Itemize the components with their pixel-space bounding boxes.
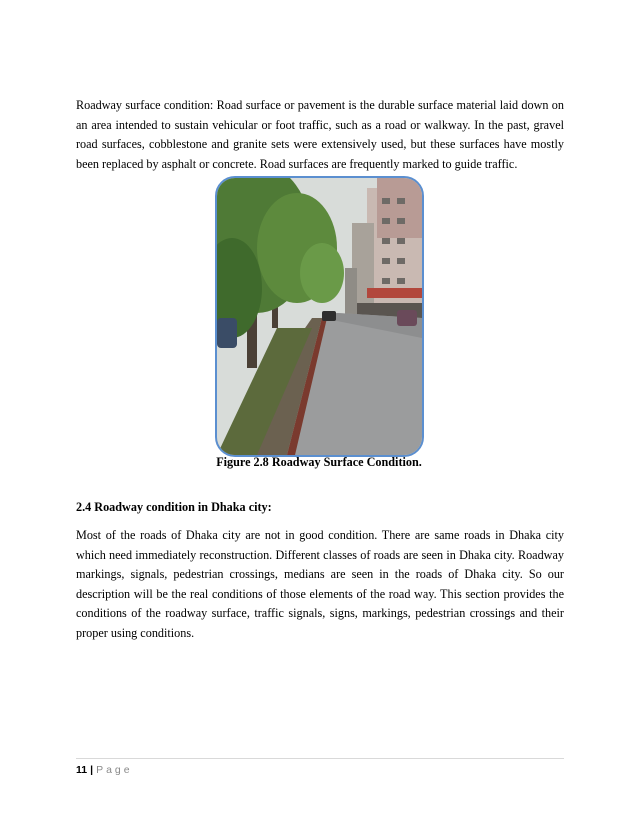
footer-divider bbox=[76, 758, 564, 759]
figure-caption: Figure 2.8 Roadway Surface Condition. bbox=[216, 455, 422, 469]
footer-separator: | bbox=[90, 764, 94, 776]
road-photo bbox=[215, 176, 424, 457]
page-number: 11 bbox=[76, 764, 88, 776]
section-paragraph: Most of the roads of Dhaka city are not in good condition. There are same roads in Dhaka city which need immediately reconstruction. Different classes of roads are seen in Dhaka city. Roadway markings, signals, pedestrian crossings, medians are seen in the roads of Dhaka city. So our description will be the real conditions of those elements of the road way. This section provides the conditions of the roadway surface, traffic signals, signs, markings, pedestrian crossings and their proper using conditions. bbox=[76, 528, 564, 640]
page-footer bbox=[76, 764, 133, 776]
page-label: Page bbox=[96, 764, 133, 776]
intro-paragraph: Roadway surface condition: Road surface or pavement is the durable surface material laid down on an area intended to sustain vehicular or foot traffic, such as a road or walkway. In the past, gravel road surfaces, cobblestone and granite sets were extensively used, but these surfaces have mostly been replaced by asphalt or concrete. Road surfaces are frequently marked to guide traffic. bbox=[76, 98, 564, 171]
road-photo-illustration bbox=[217, 178, 422, 455]
section-heading: 2.4 Roadway condition in Dhaka city: bbox=[76, 500, 272, 514]
